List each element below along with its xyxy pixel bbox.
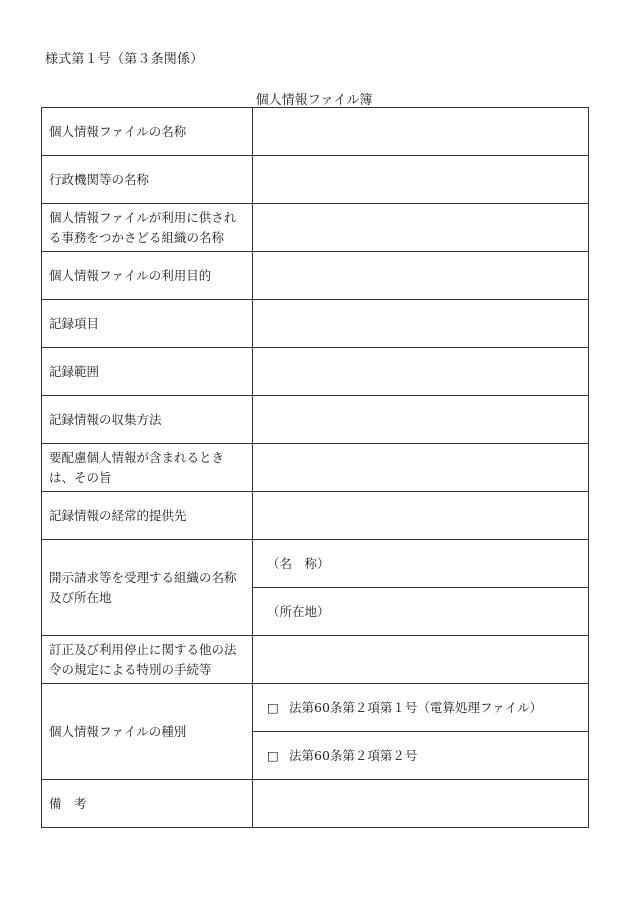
- label-organization-name: 個人情報ファイルが利用に供される事務をつかさどる組織の名称: [42, 204, 253, 252]
- value-file-name[interactable]: [253, 108, 589, 156]
- field-disclosure-name[interactable]: （名 称）: [253, 540, 589, 588]
- value-agency-name[interactable]: [253, 156, 589, 204]
- row-regular-recipients: [42, 492, 589, 540]
- value-purpose[interactable]: [253, 252, 589, 300]
- label-agency-name: 行政機関等の名称: [42, 156, 253, 204]
- document-title: 個人情報ファイル簿: [255, 93, 373, 108]
- row-remarks: [42, 780, 589, 828]
- value-sensitive-info[interactable]: [253, 444, 589, 492]
- label-special-procedure: 訂正及び利用停止に関する他の法令の規定による特別の手続等: [42, 636, 253, 684]
- row-file-name: [42, 108, 589, 156]
- file-type-option-1-label: 法第60条第２項第１号（電算処理ファイル）: [289, 699, 543, 715]
- checkbox-icon[interactable]: □: [267, 747, 279, 763]
- row-special-procedure: [42, 636, 589, 684]
- value-regular-recipients[interactable]: [253, 492, 589, 540]
- label-regular-recipients: 記録情報の経常的提供先: [42, 492, 253, 540]
- checkbox-icon[interactable]: □: [267, 699, 279, 715]
- form-number: 様式第１号（第３条関係）: [45, 52, 204, 67]
- label-remarks: 備 考: [42, 780, 253, 828]
- label-file-type: 個人情報ファイルの種別: [42, 684, 253, 780]
- label-purpose: 個人情報ファイルの利用目的: [42, 252, 253, 300]
- row-organization-name: [42, 204, 589, 252]
- value-collection-method[interactable]: [253, 396, 589, 444]
- label-disclosure-organization: 開示請求等を受理する組織の名称及び所在地: [42, 540, 253, 636]
- label-collection-method: 記録情報の収集方法: [42, 396, 253, 444]
- file-type-option-2[interactable]: [253, 732, 589, 780]
- personal-info-file-register-table: [41, 107, 589, 828]
- file-type-option-1[interactable]: [253, 684, 589, 732]
- value-remarks[interactable]: [253, 780, 589, 828]
- label-record-scope: 記録範囲: [42, 348, 253, 396]
- value-organization-name[interactable]: [253, 204, 589, 252]
- row-disclosure-name: [42, 540, 589, 588]
- file-type-option-2-label: 法第60条第２項第２号: [289, 747, 418, 763]
- row-purpose: [42, 252, 589, 300]
- value-record-items[interactable]: [253, 300, 589, 348]
- field-disclosure-address[interactable]: （所在地）: [253, 588, 589, 636]
- value-record-scope[interactable]: [253, 348, 589, 396]
- row-record-items: [42, 300, 589, 348]
- label-record-items: 記録項目: [42, 300, 253, 348]
- row-collection-method: [42, 396, 589, 444]
- label-file-name: 個人情報ファイルの名称: [42, 108, 253, 156]
- row-file-type-option-1: [42, 684, 589, 732]
- row-record-scope: [42, 348, 589, 396]
- row-agency-name: [42, 156, 589, 204]
- label-sensitive-info: 要配慮個人情報が含まれるときは、その旨: [42, 444, 253, 492]
- row-sensitive-info: [42, 444, 589, 492]
- value-special-procedure[interactable]: [253, 636, 589, 684]
